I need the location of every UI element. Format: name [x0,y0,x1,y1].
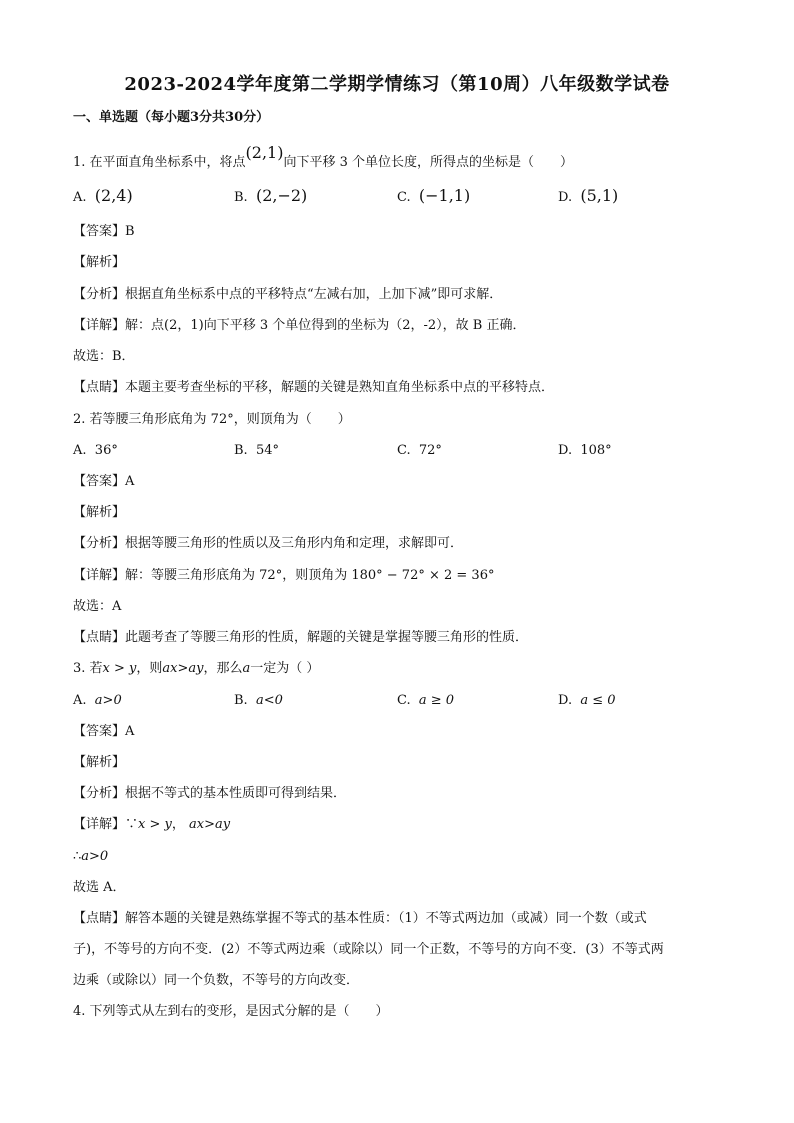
question-2-option-c [397,441,442,461]
question-3-stem-mid: ，则 [136,661,163,676]
answer-value: B [125,224,135,239]
detail-tag: 【详解】 [73,568,126,583]
question-3-condition-2: ax>ay [162,661,204,676]
question-1-choice: 故选：B． [73,349,135,364]
answer-tag: 【答案】 [73,224,126,239]
because-symbol: ∵ [125,817,139,832]
detail-text: 解：等腰三角形底角为 72°，则顶角为 180° − 72° × 2 = 36° [125,568,495,583]
option-value: 108° [580,443,612,458]
question-3-therefore [73,847,108,867]
question-3-option-b [234,691,283,711]
option-label: A. [73,190,87,205]
question-2-option-d [558,441,612,461]
question-2-analysis-heading: 【解析】 [73,505,126,520]
answer-tag: 【答案】 [73,724,126,739]
option-value: a<0 [255,693,283,708]
comment-tag: 【点睛】 [73,630,126,645]
question-1-stem-end: 向下平移 3 个单位长度，所得点的坐标是（ ） [283,155,574,170]
question-1-analysis [73,285,502,305]
question-1-option-c [397,186,470,208]
therefore-symbol: ∴ [73,849,82,864]
question-3-stem-start: 3. 若 [73,661,103,676]
analysis-tag: 【分析】 [73,287,126,302]
option-label: C. [397,190,411,205]
question-1-comment [73,378,554,398]
question-2-choice: 故选：A [73,599,122,614]
option-value: a ≤ 0 [580,693,616,708]
question-2-answer [73,472,134,492]
option-value: a ≥ 0 [418,693,455,708]
answer-value: A [125,724,135,739]
question-3-option-c [397,691,454,711]
detail-text: 解：点(2，1)向下平移 3 个单位得到的坐标为（2，-2），故 B 正确． [125,318,526,333]
question-3-option-d [558,691,616,711]
analysis-text: 根据不等式的基本性质即可得到结果． [125,786,347,801]
option-value: 36° [94,443,118,458]
option-value: (2,−2) [255,186,308,205]
question-1-stem-start: 1. 在平面直角坐标系中，将点 [73,155,246,170]
question-2-option-b [234,441,279,461]
question-3-analysis-heading: 【解析】 [73,755,126,770]
comment-text: 此题考查了等腰三角形的性质，解题的关键是掌握等腰三角形的性质． [125,630,529,645]
question-3-option-a [73,691,122,711]
question-1-option-a [73,186,133,208]
question-1-option-b [234,186,307,208]
question-1-option-d [558,186,618,208]
detail-math-2: ax>ay [189,817,231,832]
question-1-detail [73,316,526,336]
question-3-choice: 故选 A． [73,880,126,895]
analysis-tag: 【分析】 [73,786,126,801]
detail-comma: ， [171,817,185,832]
question-2-detail [73,566,494,586]
question-3-stem-end: 一定为（ ） [250,661,320,676]
question-2-comment [73,628,528,648]
comment-text: 本题主要考查坐标的平移，解题的关键是熟知直角坐标系中点的平移特点． [125,380,555,395]
question-3-comment-line-2: 子)，不等号的方向不变．(2）不等式两边乘（或除以）同一个正数，不等号的方向不变．(3）不等式两 [73,942,664,957]
option-value: (5,1) [580,186,619,205]
option-label: A. [73,693,87,708]
analysis-tag: 【分析】 [73,536,126,551]
therefore-math: a>0 [81,849,109,864]
question-3-stem [73,659,319,679]
detail-tag: 【详解】 [73,817,126,832]
option-label: D. [558,443,573,458]
analysis-text: 根据直角坐标系中点的平移特点“左减右加，上加下减”即可求解． [125,287,503,302]
question-3-condition-1: x > y [102,661,137,676]
question-3-comment-line-3: 边乘（或除以）同一个负数，不等号的方向改变． [73,973,360,988]
option-value: 72° [418,443,442,458]
comment-tag: 【点睛】 [73,911,126,926]
option-label: B. [234,190,248,205]
comment-text: 解答本题的关键是熟练掌握不等式的基本性质：（1）不等式两边加（或减）同一个数（或式 [125,911,647,926]
question-4-stem: 4. 下列等式从左到右的变形，是因式分解的是（ ） [73,1004,389,1019]
question-3-analysis [73,784,346,804]
answer-value: A [125,474,135,489]
question-2-option-a [73,441,118,461]
question-3-stem-mid2: ，那么 [203,661,243,676]
question-1-point: (2,1) [245,143,284,162]
option-label: B. [234,443,248,458]
page-title: 2023-2024学年度第二学期学情练习（第10周）八年级数学试卷 [124,74,670,95]
option-value: 54° [255,443,279,458]
question-2-analysis [73,534,463,554]
question-1-stem [73,143,574,173]
question-2-stem: 2. 若等腰三角形底角为 72°，则顶角为（ ） [73,412,351,427]
option-label: B. [234,693,248,708]
question-3-detail [73,815,230,835]
detail-tag: 【详解】 [73,318,126,333]
question-1-analysis-heading: 【解析】 [73,255,126,270]
question-3-variable: a [242,661,251,676]
option-label: A. [73,443,87,458]
option-value: (2,4) [94,186,133,205]
question-3-comment-line-1 [73,909,647,929]
comment-tag: 【点睛】 [73,380,126,395]
option-label: D. [558,190,573,205]
option-label: C. [397,693,411,708]
answer-tag: 【答案】 [73,474,126,489]
question-1-answer [73,222,135,242]
section-heading: 一、单选题（每小题3分共30分） [73,110,270,125]
option-label: D. [558,693,573,708]
option-value: a>0 [94,693,122,708]
analysis-text: 根据等腰三角形的性质以及三角形内角和定理，求解即可． [125,536,464,551]
option-value: (−1,1) [418,186,471,205]
option-label: C. [397,443,411,458]
detail-math-1: x > y [138,817,172,832]
question-3-answer [73,722,134,742]
